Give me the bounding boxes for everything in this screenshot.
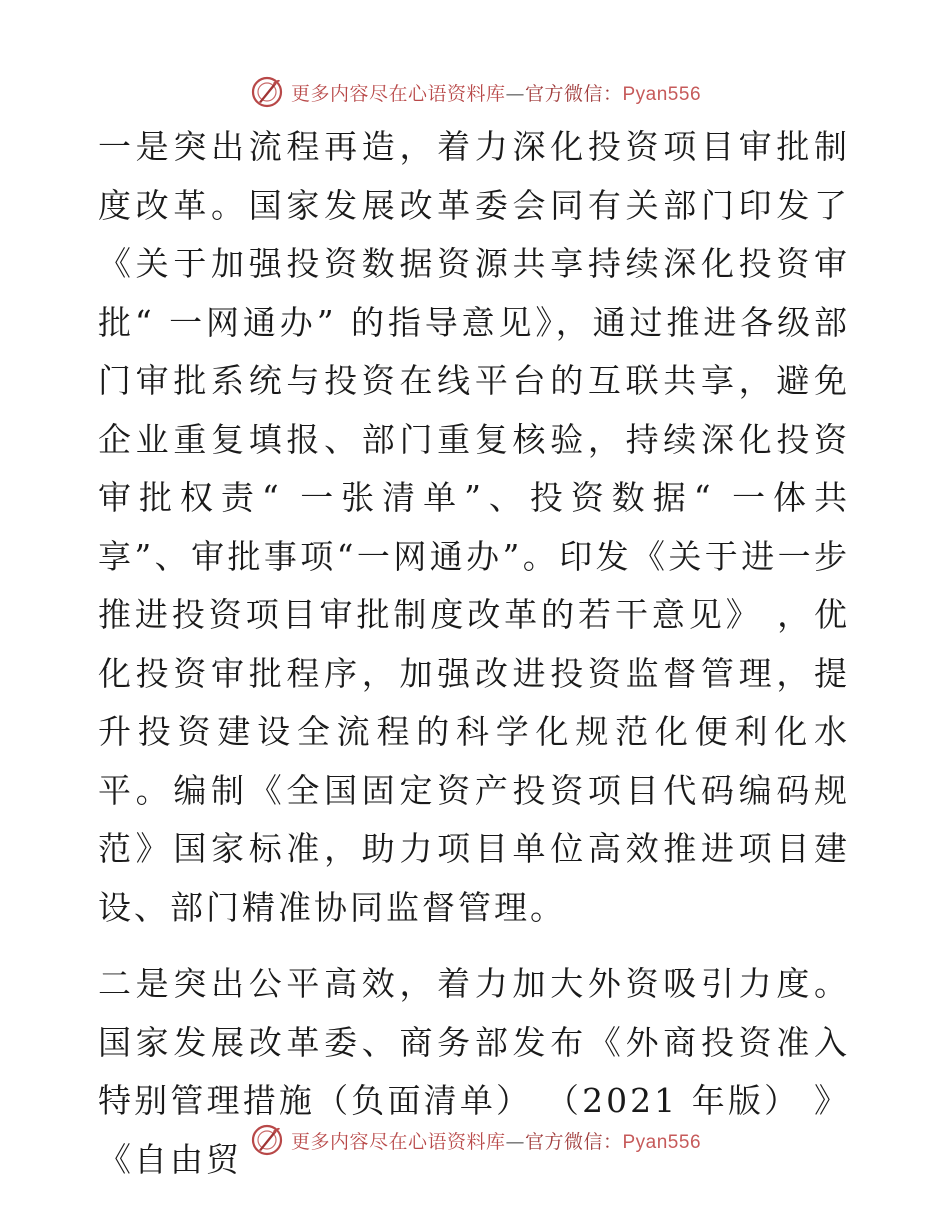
document-body xyxy=(98,118,850,1189)
footer-watermark xyxy=(0,1118,950,1162)
quill-circle-logo-icon xyxy=(249,1122,285,1158)
header-watermark xyxy=(0,70,950,114)
quill-circle-logo-icon xyxy=(249,74,285,110)
paragraph-1: 一是突出流程再造，着力深化投资项目审批制度改革。国家发展改革委会同有关部门印发了《关于加强投资数据资源共享持续深化投资审批“ 一网通办” 的指导意见》，通过推进各级部门审批系统与投资在线平台的互联共享，避免企业重复填报、部门重复核验，持续深化投资审批权责“ 一张清单”、投资数据“ 一体共享”、审批事项“一网通办”。印发《关于进一步推进投资项目审批制度改革的若干意见》 ，优化投资审批程序，加强改进投资监督管理，提升投资建设全流程的科学化规范化便利化水平。编制《全国固定资产投资项目代码编码规范》国家标准，助力项目单位高效推进项目建设、部门精准协同监督管理。 xyxy=(98,127,850,927)
paragraph-2: 二是突出公平高效，着力加大外资吸引力度。国家发展改革委、商务部发布《外商投资准入特别管理措施（负面清单） （2021 年版） 》 《自由贸 xyxy=(98,964,850,1179)
watermark-text: 更多内容尽在心语资料库—官方微信：Pyan556 xyxy=(290,82,702,105)
watermark-text: 更多内容尽在心语资料库—官方微信：Pyan556 xyxy=(290,1130,702,1153)
